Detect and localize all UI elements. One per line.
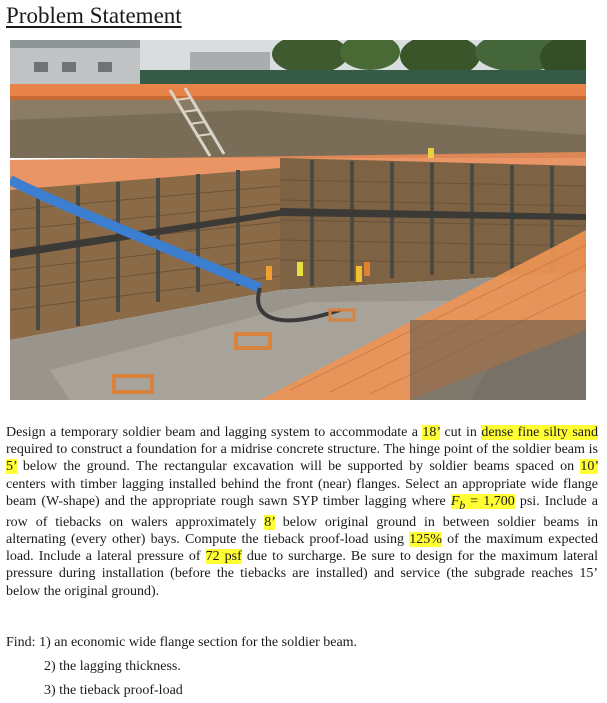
fb-value: = 1,700 <box>465 493 515 509</box>
find-item-1: Find: 1) an economic wide flange section for the soldier beam. <box>6 635 358 650</box>
paragraph-text: centers with timber lagging installed behind the front (near) flanges. Select an appropriate wide flange beam (W-shape) and the appropriate rough sawn SYP timber lagging where <box>6 476 598 509</box>
highlight-allowable-stress <box>450 493 515 512</box>
highlight-cut-depth: 18’ <box>422 425 441 440</box>
paragraph-text: of the maximum expected load. Include a lateral pressure of <box>6 532 598 565</box>
highlight-surcharge: 72 psf <box>205 549 242 565</box>
problem-paragraph <box>6 424 598 600</box>
find-item-2: 2) the lagging thickness. <box>44 659 181 674</box>
paragraph-text: required to construct a foundation for a midrise concrete structure. The hinge point of the soldier beam is <box>6 442 598 458</box>
paragraph-text: Design a temporary soldier beam and lagging system to accommodate a <box>6 425 423 440</box>
highlight-beam-spacing: 10’ <box>580 459 598 475</box>
fb-symbol: F <box>450 493 460 509</box>
excavation-photo <box>10 40 586 400</box>
highlight-soil-type: dense fine silty sand <box>481 425 598 440</box>
find-item-3: 3) the tieback proof-load <box>44 683 183 698</box>
fb-subscript: b <box>459 498 466 512</box>
page-title: Problem Statement <box>6 3 182 28</box>
paragraph-text: below the ground. The rectangular excavation will be supported by soldier beams spaced on <box>16 459 581 475</box>
highlight-tieback-depth: 8’ <box>264 514 275 530</box>
highlight-proof-load-percent: 125% <box>409 532 442 548</box>
paragraph-text: cut in <box>440 425 482 440</box>
paragraph-text: due to surcharge. Be sure to design for the maximum lateral pressure during installation (before the tiebacks are installed) and service (the subgrade reaches 15’ below the original ground). <box>6 549 598 599</box>
paragraph-text: psi. Include a row of tiebacks on walers approximately <box>6 493 598 530</box>
find-list <box>6 631 357 703</box>
highlight-hinge-depth: 5’ <box>6 459 17 475</box>
paragraph-text: below original ground in between soldier beams in alternating (every other) bays. Compute the tieback proof-load using <box>6 514 598 548</box>
